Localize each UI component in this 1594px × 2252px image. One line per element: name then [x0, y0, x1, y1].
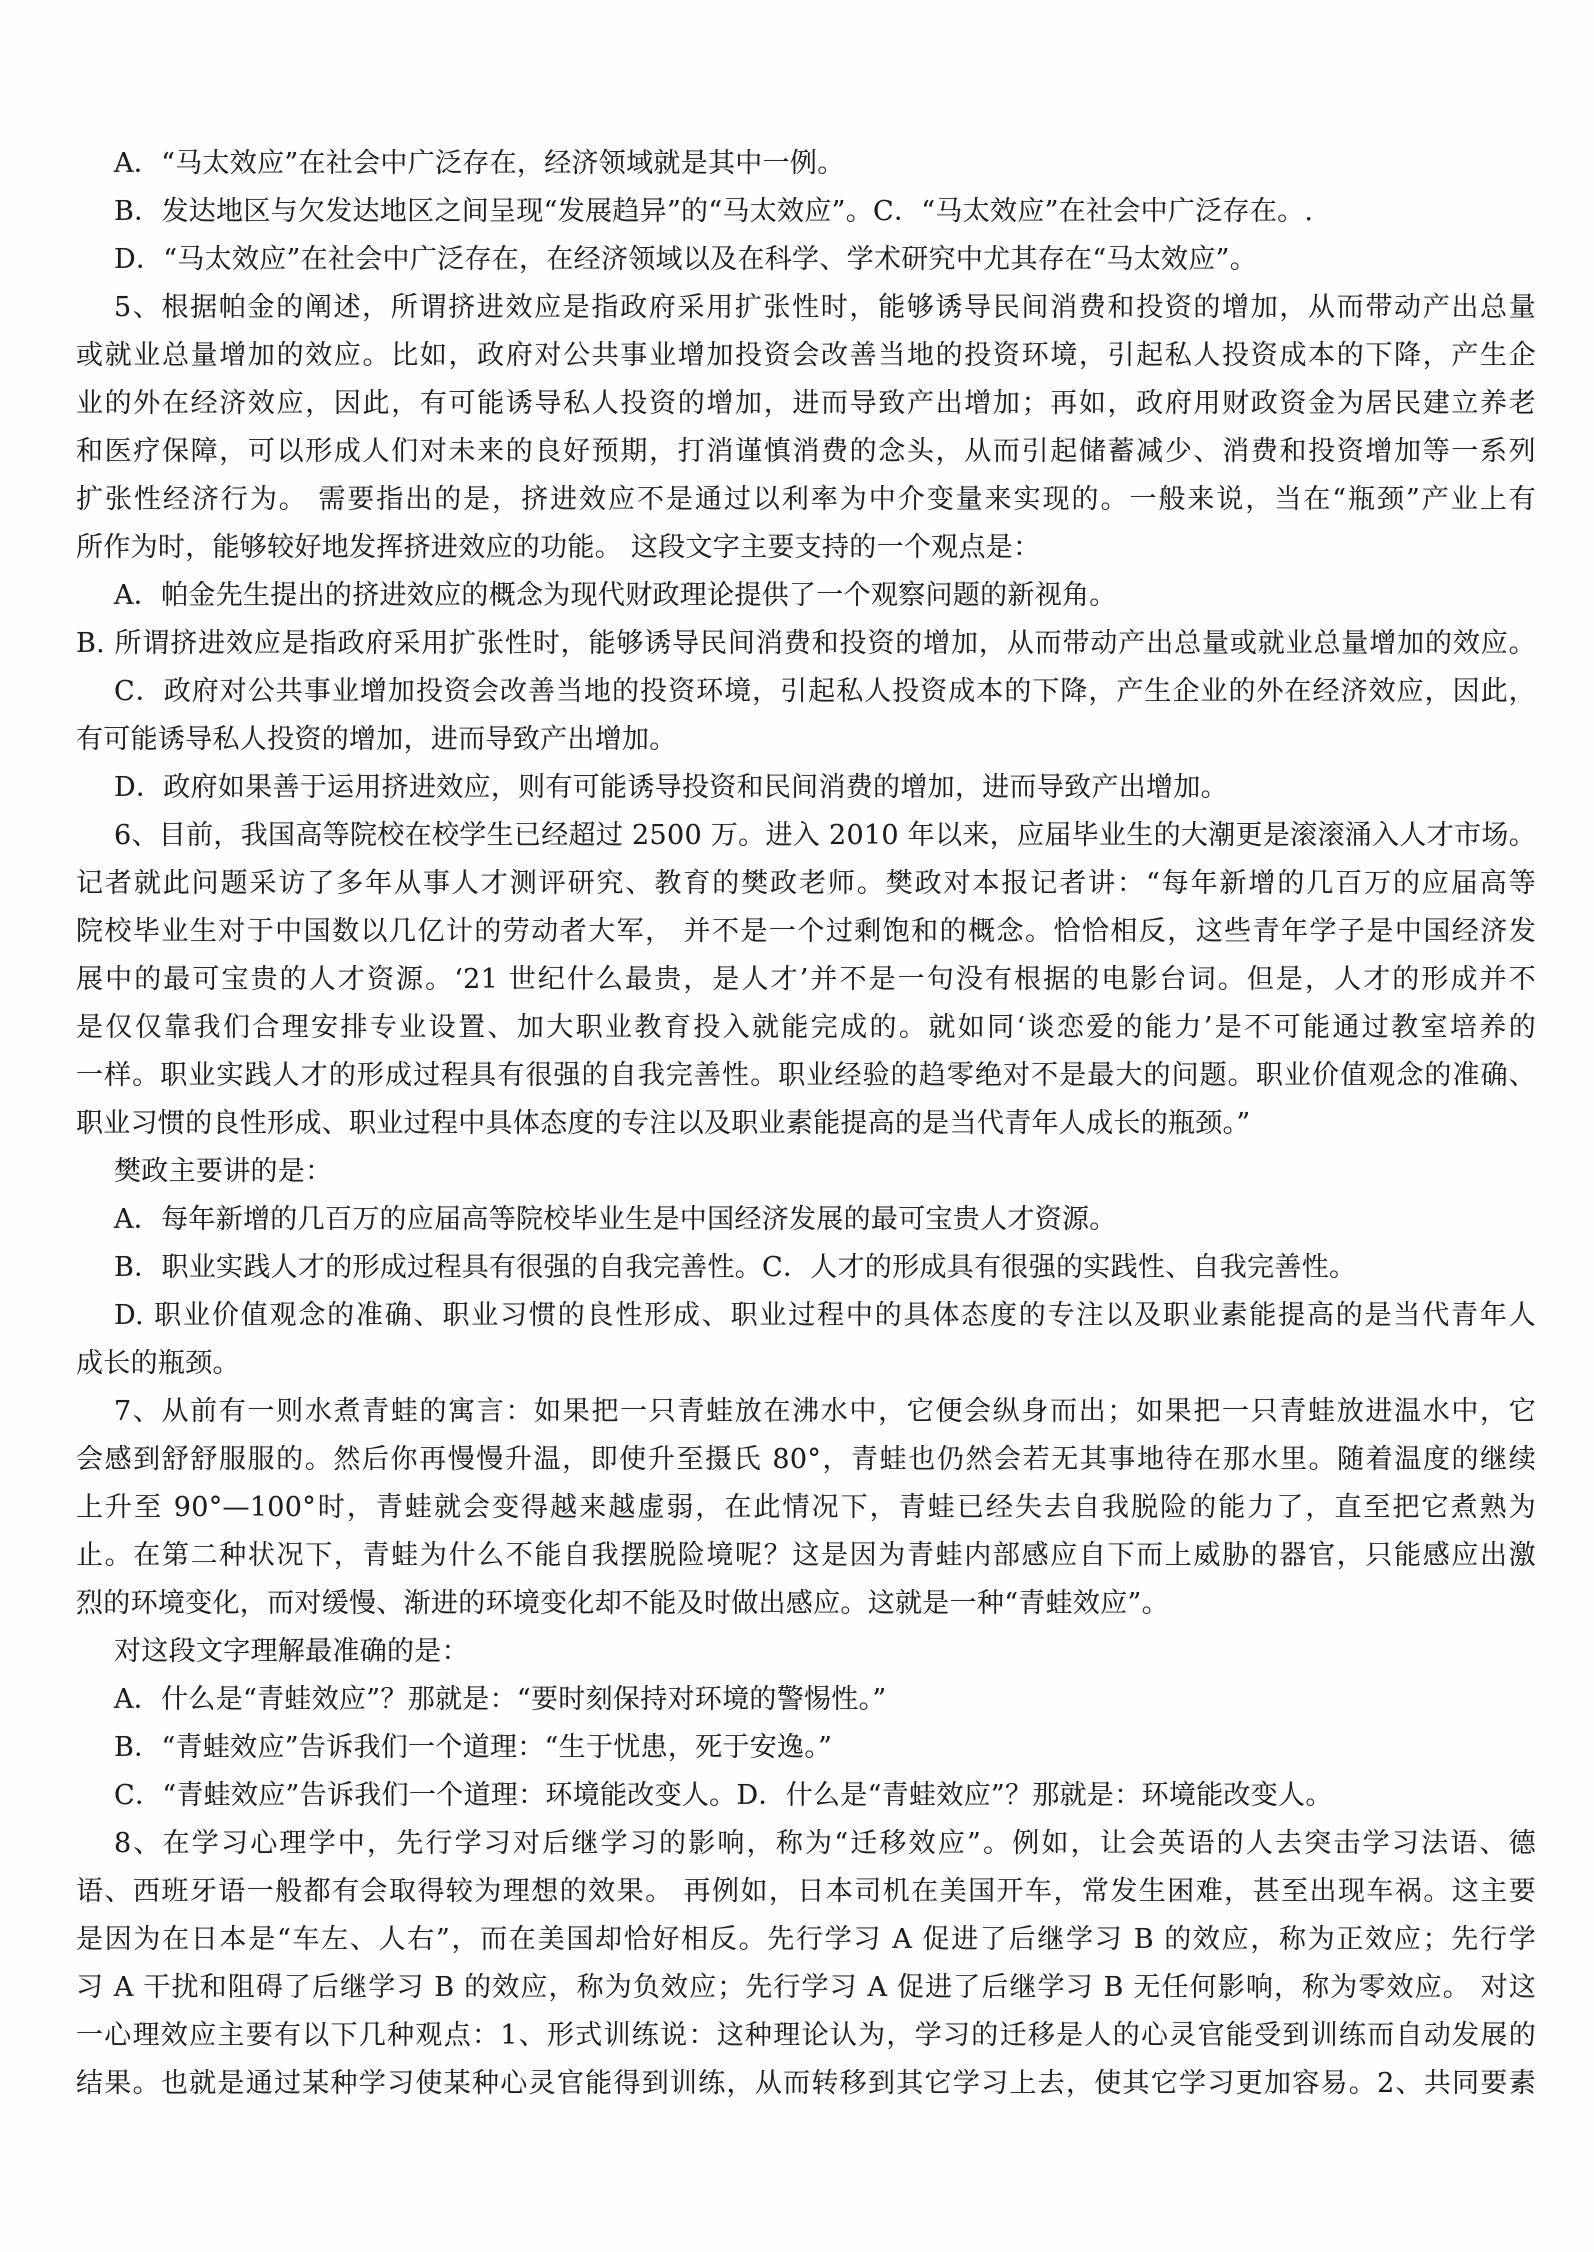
text-line: C．“青蛙效应”告诉我们一个道理：环境能改变人。D．什么是“青蛙效应”？那就是：环境能改变人。: [114, 1780, 1333, 1811]
text-line: 院校毕业生对于中国数以几亿计的劳动者大军， 并不是一个过剩饱和的概念。恰恰相反，这些青年学子是中国经济发: [76, 916, 1536, 947]
text-line: D．政府如果善于运用挤进效应，则有可能诱导投资和民间消费的增加，进而导致产出增加。: [114, 772, 1228, 803]
text-line: 业的外在经济效应，因此，有可能诱导私人投资的增加，进而导致产出增加；再如，政府用财政资金为居民建立养老: [76, 388, 1536, 419]
text-line: 成长的瓶颈。: [76, 1348, 240, 1379]
text-line: 语、西班牙语一般都有会取得较为理想的效果。 再例如，日本司机在美国开车，常发生困难，甚至出现车祸。这主要: [76, 1876, 1536, 1907]
text-line: C．政府对公共事业增加投资会改善当地的投资环境，引起私人投资成本的下降，产生企业的外在经济效应，因此，: [114, 676, 1536, 707]
text-line: 烈的环境变化，而对缓慢、渐进的环境变化却不能及时做出感应。这就是一种“青蛙效应”。: [76, 1588, 1169, 1619]
text-line: 6、目前，我国高等院校在校学生已经超过 2500 万。进入 2010 年以来，应届毕业生的大潮更是滚滚涌入人才市场。: [114, 820, 1536, 851]
text-line: A．什么是“青蛙效应”？那就是：“要时刻保持对环境的警惕性。”: [114, 1684, 887, 1715]
text-line: 和医疗保障，可以形成人们对未来的良好预期，打消谨慎消费的念头，从而引起储蓄减少、消费和投资增加等一系列: [76, 436, 1536, 467]
text-line: 扩张性经济行为。 需要指出的是，挤进效应不是通过以利率为中介变量来实现的。一般来说，当在“瓶颈”产业上有: [76, 484, 1536, 515]
text-line: 结果。也就是通过某种学习使某种心灵官能得到训练，从而转移到其它学习上去，使其它学习更加容易。2、共同要素: [76, 2068, 1536, 2099]
text-line: 8、在学习心理学中，先行学习对后继学习的影响，称为“迁移效应”。例如，让会英语的人去突击学习法语、德: [114, 1828, 1536, 1859]
text-line: 5、根据帕金的阐述，所谓挤进效应是指政府采用扩张性时，能够诱导民间消费和投资的增加，从而带动产出总量: [114, 292, 1536, 323]
text-line: 上升至 90°—100°时，青蛙就会变得越来越虚弱，在此情况下，青蛙已经失去自我脱险的能力了，直至把它煮熟为: [76, 1492, 1536, 1523]
document-text-block: [76, 140, 1536, 2108]
text-line: A．帕金先生提出的挤进效应的概念为现代财政理论提供了一个观察问题的新视角。: [114, 580, 1117, 611]
text-line: 有可能诱导私人投资的增加，进而导致产出增加。: [76, 724, 677, 755]
text-line: 习 A 干扰和阻碍了后继学习 B 的效应，称为负效应；先行学习 A 促进了后继学习 B 无任何影响，称为零效应。 对这: [76, 1972, 1536, 2003]
text-line: 止。在第二种状况下，青蛙为什么不能自我摆脱险境呢？这是因为青蛙内部感应自下而上威胁的器官，只能感应出激: [76, 1540, 1536, 1571]
text-line: 会感到舒舒服服的。然后你再慢慢升温，即使升至摄氏 80°，青蛙也仍然会若无其事地待在那水里。随着温度的继续: [76, 1444, 1536, 1475]
text-line: 是因为在日本是“车左、人右”，而在美国却恰好相反。先行学习 A 促进了后继学习 B 的效应，称为正效应；先行学: [76, 1924, 1536, 1955]
text-line: 展中的最可宝贵的人才资源。‘21 世纪什么最贵，是人才’并不是一句没有根据的电影台词。但是，人才的形成并不: [76, 964, 1536, 995]
text-line: 7、从前有一则水煮青蛙的寓言：如果把一只青蛙放在沸水中，它便会纵身而出；如果把一只青蛙放进温水中，它: [114, 1396, 1536, 1427]
text-line: D. 职业价值观念的准确、职业习惯的良性形成、职业过程中的具体态度的专注以及职业素能提高的是当代青年人: [114, 1300, 1536, 1331]
text-line: 职业习惯的良性形成、职业过程中具体态度的专注以及职业素能提高的是当代青年人成长的瓶颈。”: [76, 1108, 1251, 1139]
text-line: 所作为时，能够较好地发挥挤进效应的功能。 这段文字主要支持的一个观点是：: [76, 532, 1041, 563]
text-line: A．每年新增的几百万的应届高等院校毕业生是中国经济发展的最可宝贵人才资源。: [114, 1204, 1117, 1235]
text-line: 记者就此问题采访了多年从事人才测评研究、教育的樊政老师。樊政对本报记者讲：“每年新增的几百万的应届高等: [76, 868, 1536, 899]
text-line: 是仅仅靠我们合理安排专业设置、加大职业教育投入就能完成的。就如同‘谈恋爱的能力’是不可能通过教室培养的: [76, 1012, 1536, 1043]
text-line: B. 所谓挤进效应是指政府采用扩张性时，能够诱导民间消费和投资的增加，从而带动产出总量或就业总量增加的效应。: [76, 628, 1536, 659]
text-line: A．“马太效应”在社会中广泛存在，经济领域就是其中一例。: [114, 148, 845, 179]
text-line: B．职业实践人才的形成过程具有很强的自我完善性。C．人才的形成具有很强的实践性、自我完善性。: [114, 1252, 1357, 1283]
text-line: 对这段文字理解最准确的是：: [114, 1636, 469, 1667]
text-line: D．“马太效应”在社会中广泛存在，在经济领域以及在科学、学术研究中尤其存在“马太效应”。: [114, 244, 1258, 275]
text-line: B．“青蛙效应”告诉我们一个道理：“生于忧患，死于安逸。”: [114, 1732, 833, 1763]
text-line: 一样。职业实践人才的形成过程具有很强的自我完善性。职业经验的趋零绝对不是最大的问题。职业价值观念的准确、: [76, 1060, 1536, 1091]
text-line: 或就业总量增加的效应。比如，政府对公共事业增加投资会改善当地的投资环境，引起私人投资成本的下降，产生企: [76, 340, 1536, 371]
text-line: B．发达地区与欠发达地区之间呈现“发展趋异”的“马太效应”。C．“马太效应”在社会中广泛存在。.: [114, 196, 1314, 227]
text-line: 樊政主要讲的是：: [114, 1156, 333, 1187]
text-line: 一心理效应主要有以下几种观点：1、形式训练说：这种理论认为，学习的迁移是人的心灵官能受到训练而自动发展的: [76, 2020, 1536, 2051]
